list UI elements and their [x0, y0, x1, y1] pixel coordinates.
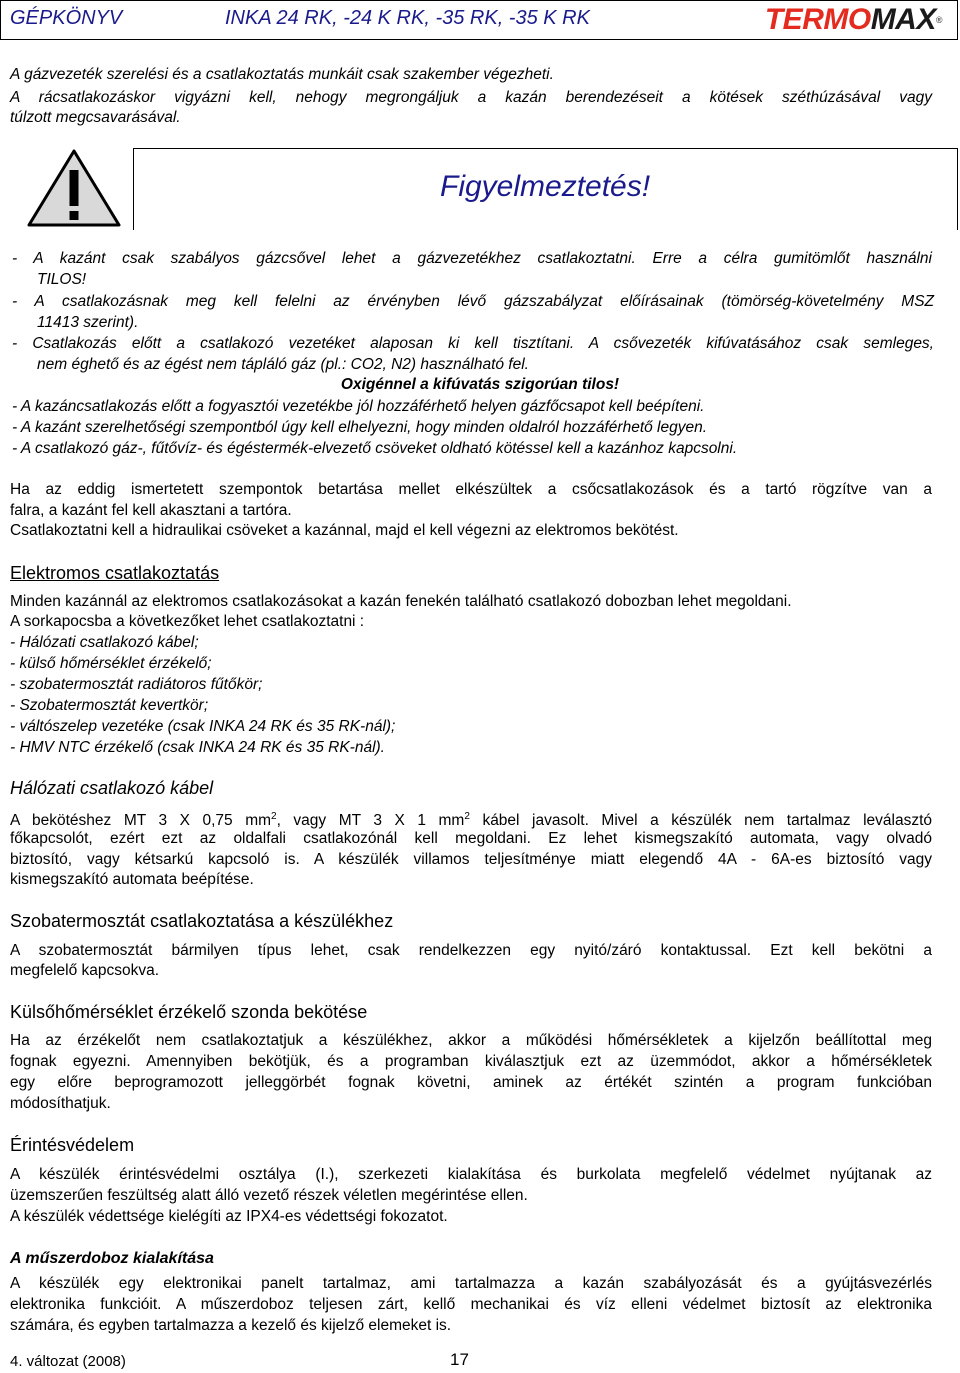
halozati-line-3: biztosító, vagy kétsarkú kapcsoló is. A készülék villamos teljesítménye miatt elegendő 4A - 6A-es biztosító vagy — [10, 851, 932, 868]
section-heading-erintesvedelem: Érintésvédelem — [10, 1135, 135, 1155]
intro-line-1: A gázvezeték szerelési és a csatlakoztatás munkáit csak szakember végezheti. — [10, 66, 554, 83]
kulso-line-3: egy előre beprogramozott jelleggörbét fognak követni, aminek az értékét szintén a program funkcióban — [10, 1074, 932, 1091]
halozati-line-2: főkapcsolót, ezért ezt az oldalfali csatlakozónál kell megoldani. Ez lehet kismegszakító automata, vagy olvadó — [10, 830, 932, 847]
szoba-line-2: megfelelő kapcsokva. — [10, 962, 160, 979]
muszer-line-2: elektronika funkcióit. A műszerdoboz teljesen zárt, kellő mechanikai és víz elleni védelmet biztosít az elektronika — [10, 1296, 932, 1313]
erint-line-1: A készülék érintésvédelmi osztálya (I.), szerkezeti kialakítása és burkolata megfelelő védelmet nyújtanak az — [10, 1166, 932, 1183]
halozati-line-1: A bekötéshez MT 3 X 0,75 $mm^2$, vagy MT 3 X 1 $mm^2$ kábel javasolt. Mivel a készülék nem tartalmaz leválasztó — [10, 811, 933, 830]
muszer-line-3: számára, és egyben tartalmazza a kezelő és kijelző elemeket is. — [10, 1317, 452, 1334]
erint-line-2: üzemszerűen feszültség alatt álló vezető részek véletlen megérintése ellen. — [10, 1187, 528, 1204]
warning-bullet-2-cont: 11413 szerint). — [37, 314, 139, 331]
section-heading-halozati: Hálózati csatlakozó kábel — [10, 778, 214, 798]
section-heading-szobatermosztat: Szobatermosztát csatlakoztatása a készülékhez — [10, 911, 394, 931]
intro-line-3: túlzott megcsavarásával. — [10, 109, 181, 126]
footer-version: 4. változat (2008) — [10, 1353, 126, 1370]
section-heading-elektromos: Elektromos csatlakoztatás — [10, 563, 220, 583]
warning-bullet-2: - A csatlakozásnak meg kell felelni az érvényben lévő gázszabályzat előírásainak (tömörség-követelmény MSZ — [12, 293, 934, 310]
kulso-line-1: Ha az érzékelőt nem csatlakoztatjuk a készülékhez, akkor a működési hőmérsékletek a kijelzőn beállítottal meg — [10, 1032, 932, 1049]
list-item: - Szobatermosztát kevertkör; — [10, 697, 209, 714]
warning-oxygen-note: Oxigénnel a kifúvatás szigorúan tilos! — [340, 376, 620, 393]
intro-line-2: A rácsatlakozáskor vigyázni kell, nehogy megrongáljuk a kazán berendezéseit a kötések széthúzásával vagy — [10, 89, 932, 106]
list-item: - Hálózati csatlakozó kábel; — [10, 634, 199, 651]
warning-bullet-5: - A kazánt szerelhetőségi szempontból úgy kell elhelyezni, hogy minden oldalról hozzáférhető legyen. — [12, 419, 708, 436]
warning-bullet-4: - A kazáncsatlakozás előtt a fogyasztói vezetékbe jól hozzáférhető helyen gázfőcsapot kell beépíteni. — [12, 398, 705, 415]
warning-bullet-3: - Csatlakozás előtt a csatlakozó vezetéket alaposan ki kell tisztítani. A csővezeték kifúvatásához csak semleges, — [12, 335, 934, 352]
kulso-line-2: fognak egyezni. Amennyiben bekötjük, és a programban kiválasztjuk ezt az üzemmódot, akkor a hőmérsékletek — [10, 1053, 932, 1070]
elektro-line-1: Minden kazánnál az elektromos csatlakozásokat a kazán fenekén található csatlakozó dobozban lehet megoldani. — [10, 593, 792, 610]
para1-line-3: Csatlakoztatni kell a hidraulikai csöveket a kazánnal, majd el kell végezni az elektromos bekötést. — [10, 522, 679, 539]
elektro-line-2: A sorkapocsba a következőket lehet csatlakoztatni : — [10, 613, 365, 630]
halozati-line-4: kismegszakító automata beépítése. — [10, 871, 254, 888]
warning-bullet-6: - A csatlakozó gáz-, fűtővíz- és égéstermék-elvezető csöveket oldható kötéssel kell a kazánhoz kapcsolni. — [12, 440, 738, 457]
list-item: - váltószelep vezetéke (csak INKA 24 RK és 35 RK-nál); — [10, 718, 396, 735]
section-heading-muszerdoboz: A műszerdoboz kialakítása — [10, 1250, 214, 1267]
warning-triangle-icon — [27, 148, 122, 228]
szoba-line-1: A szobatermosztát bármilyen típus lehet, csak rendelkezzen egy nyitó/záró kontaktussal. Ezt kell bekötni a — [10, 942, 932, 959]
page-number: 17 — [450, 1350, 469, 1369]
para1-line-2: falra, a kazánt fel kell akasztani a tartóra. — [10, 502, 292, 519]
kulso-line-4: módosíthatjuk. — [10, 1095, 111, 1112]
list-item: - külső hőmérséklet érzékelő; — [10, 655, 212, 672]
para1-line-1: Ha az eddig ismertetett szempontok betartása mellet elkészültek a csőcsatlakozások és a tartó rögzítve van a — [10, 481, 932, 498]
section-heading-kulso: Külsőhőmérséklet érzékelő szonda bekötése — [10, 1002, 368, 1022]
list-item: - szobatermosztát radiátoros fűtőkör; — [10, 676, 263, 693]
warning-bullet-1-cont: TILOS! — [37, 271, 87, 288]
warning-bullet-3-cont: nem éghető és az égést nem tápláló gáz (pl.: CO2, N2) használható fel. — [37, 356, 529, 373]
erint-line-3: A készülék védettsége kielégíti az IPX4-es védettségi fokozatot. — [10, 1208, 448, 1225]
list-item: - HMV NTC érzékelő (csak INKA 24 RK és 35 RK-nál). — [10, 739, 385, 756]
warning-bullet-1: - A kazánt csak szabályos gázcsővel lehet a gázvezetékhez csatlakoztatni. Erre a célra gumitömlőt használni — [12, 250, 932, 267]
header-model: INKA 24 RK, -24 K RK, -35 RK, -35 K RK — [225, 7, 590, 29]
termomax-logo: TERMOMAX® — [764, 3, 942, 36]
header-doc-type: GÉPKÖNYV — [10, 7, 123, 29]
muszer-line-1: A készülék egy elektronikai panelt tartalmaz, ami tartalmazza a kazán szabályozását és a gyújtásvezérlés — [10, 1275, 932, 1292]
warning-title: Figyelmeztetés! — [440, 170, 651, 203]
